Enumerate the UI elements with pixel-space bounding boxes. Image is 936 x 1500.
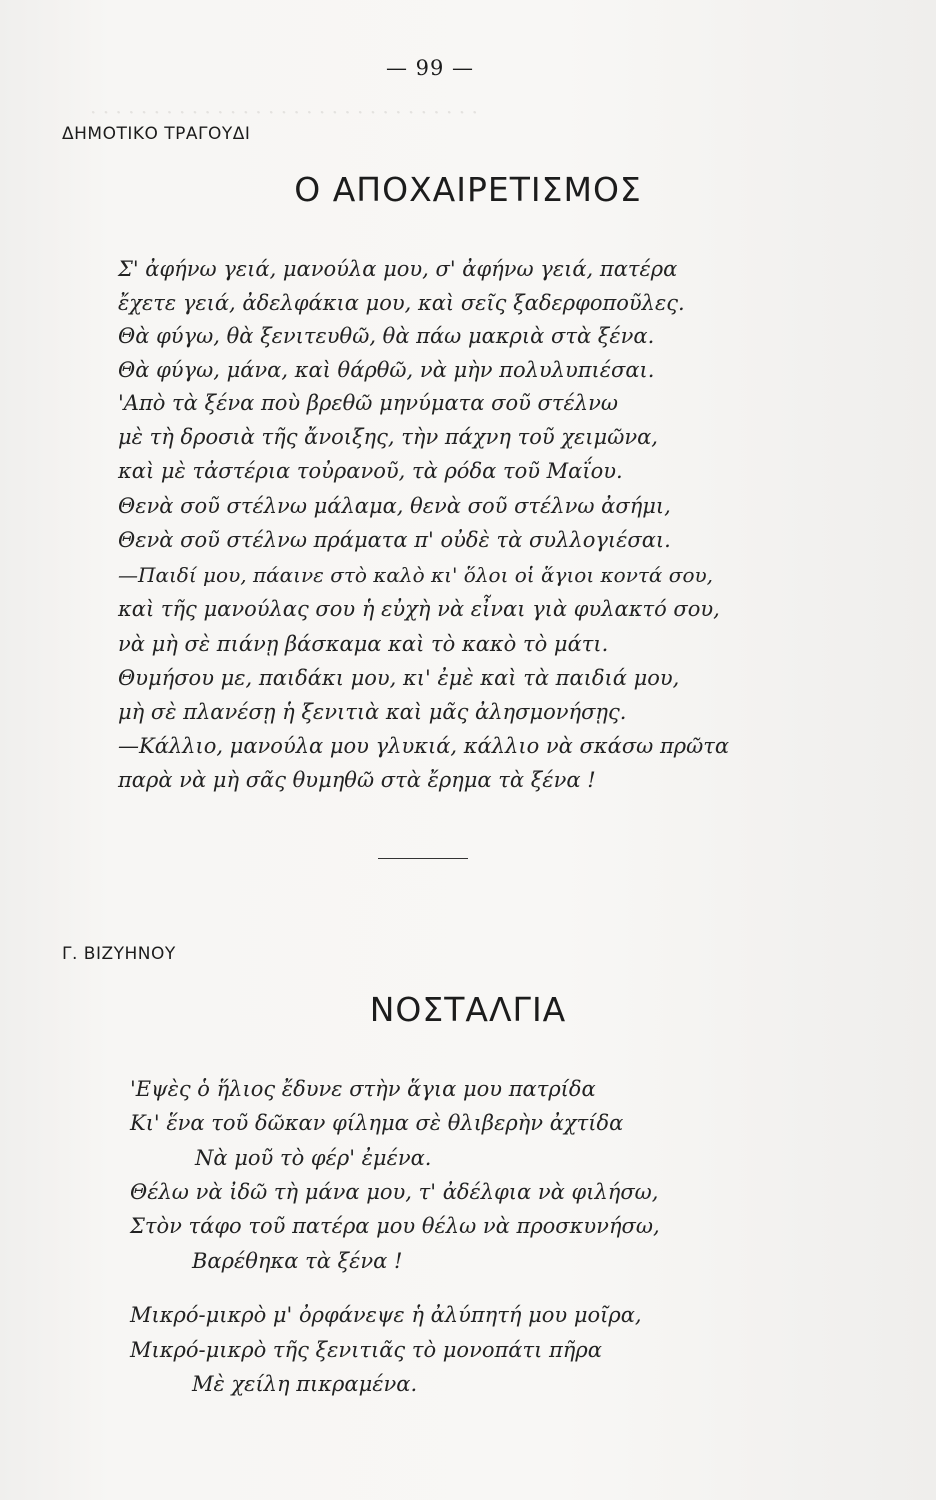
section2-title: ΝΟΣΤΑΛΓΙΑ bbox=[369, 990, 567, 1029]
poem-line: Στὸν τάφο τοῦ πατέρα μου θέλω νὰ προσκυνήσω, bbox=[130, 1214, 660, 1238]
page-number: — 99 — bbox=[385, 56, 475, 80]
poem-line: Θέλω νὰ ἰδῶ τὴ μάνα μου, τ' ἀδέλφια νὰ φιλήσω, bbox=[130, 1180, 659, 1204]
section1-label: ΔΗΜΟΤΙΚΟ ΤΡΑΓΟΥΔΙ bbox=[62, 124, 251, 144]
section1-title: Ο ΑΠΟΧΑΙΡΕΤΙΣΜΟΣ bbox=[294, 170, 642, 209]
poem-line: Μικρό-μικρὸ τῆς ξενιτιᾶς τὸ μονοπάτι πῆρα bbox=[130, 1338, 602, 1362]
poem-line: —Παιδί μου, πάαινε στὸ καλὸ κι' ὅλοι οἱ ἅγιοι κοντά σου, bbox=[118, 563, 713, 587]
poem-line: Μικρό-μικρὸ μ' ὀρφάνεψε ἡ ἀλύπητή μου μοῖρα, bbox=[130, 1303, 642, 1327]
poem-line: 'Απὸ τὰ ξένα ποὺ βρεθῶ μηνύματα σοῦ στέλνω bbox=[118, 391, 618, 415]
section-divider bbox=[378, 858, 468, 859]
poem-line: Θενὰ σοῦ στέλνω μάλαμα, θενὰ σοῦ στέλνω ἀσήμι, bbox=[118, 494, 671, 518]
section2-label: Γ. ΒΙΖΥΗΝΟΥ bbox=[62, 944, 176, 964]
poem-line: Μὲ χείλη πικραμένα. bbox=[192, 1372, 418, 1396]
poem-line: Θὰ φύγω, θὰ ξενιτευθῶ, θὰ πάω μακριὰ στὰ ξένα. bbox=[118, 324, 655, 348]
poem-line: ἔχετε γειά, ἀδελφάκια μου, καὶ σεῖς ξαδερφοποῦλες. bbox=[118, 291, 685, 315]
poem-line: Σ' ἀφήνω γειά, μανούλα μου, σ' ἀφήνω γειά, πατέρα bbox=[118, 257, 678, 281]
poem-line: Θὰ φύγω, μάνα, καὶ θάρθῶ, νὰ μὴν πολυλυπιέσαι. bbox=[118, 358, 655, 382]
poem-line: παρὰ νὰ μὴ σᾶς θυμηθῶ στὰ ἔρημα τὰ ξένα ! bbox=[118, 768, 596, 792]
poem-line: καὶ τῆς μανούλας σου ἡ εὐχὴ νὰ εἶναι γιὰ φυλακτό σου, bbox=[118, 597, 720, 621]
poem-line: καὶ μὲ τἀστέρια τοὐρανοῦ, τὰ ρόδα τοῦ Μαΐου. bbox=[118, 459, 623, 483]
poem-line: Θενὰ σοῦ στέλνω πράματα π' οὐδὲ τὰ συλλογιέσαι. bbox=[118, 528, 671, 552]
poem-line: Θυμήσου με, παιδάκι μου, κι' ἐμὲ καὶ τὰ παιδιά μου, bbox=[118, 666, 680, 690]
poem-line: —Κάλλιο, μανούλα μου γλυκιά, κάλλιο νὰ σκάσω πρῶτα bbox=[118, 734, 730, 758]
reverse-side-show-through: · · · · · · · · · · · · · · · · · · · · · · · · · · · · · · · bbox=[90, 100, 478, 124]
poem-line: Κι' ἕνα τοῦ δῶκαν φίλημα σὲ θλιβερὴν ἀχτίδα bbox=[130, 1111, 624, 1135]
poem-line: μὴ σὲ πλανέσῃ ἡ ξενιτιὰ καὶ μᾶς ἀλησμονήσῃς. bbox=[118, 700, 627, 724]
poem-line: Βαρέθηκα τὰ ξένα ! bbox=[192, 1249, 403, 1273]
poem-line: μὲ τὴ δροσιὰ τῆς ἄνοιξης, τὴν πάχνη τοῦ χειμῶνα, bbox=[118, 425, 658, 449]
poem-line: 'Εψὲς ὁ ἥλιος ἔδυνε στὴν ἅγια μου πατρίδα bbox=[130, 1077, 596, 1101]
poem-line: Νὰ μοῦ τὸ φέρ' ἐμένα. bbox=[195, 1146, 432, 1170]
poem-line: νὰ μὴ σὲ πιάνῃ βάσκαμα καὶ τὸ κακὸ τὸ μάτι. bbox=[118, 632, 609, 656]
